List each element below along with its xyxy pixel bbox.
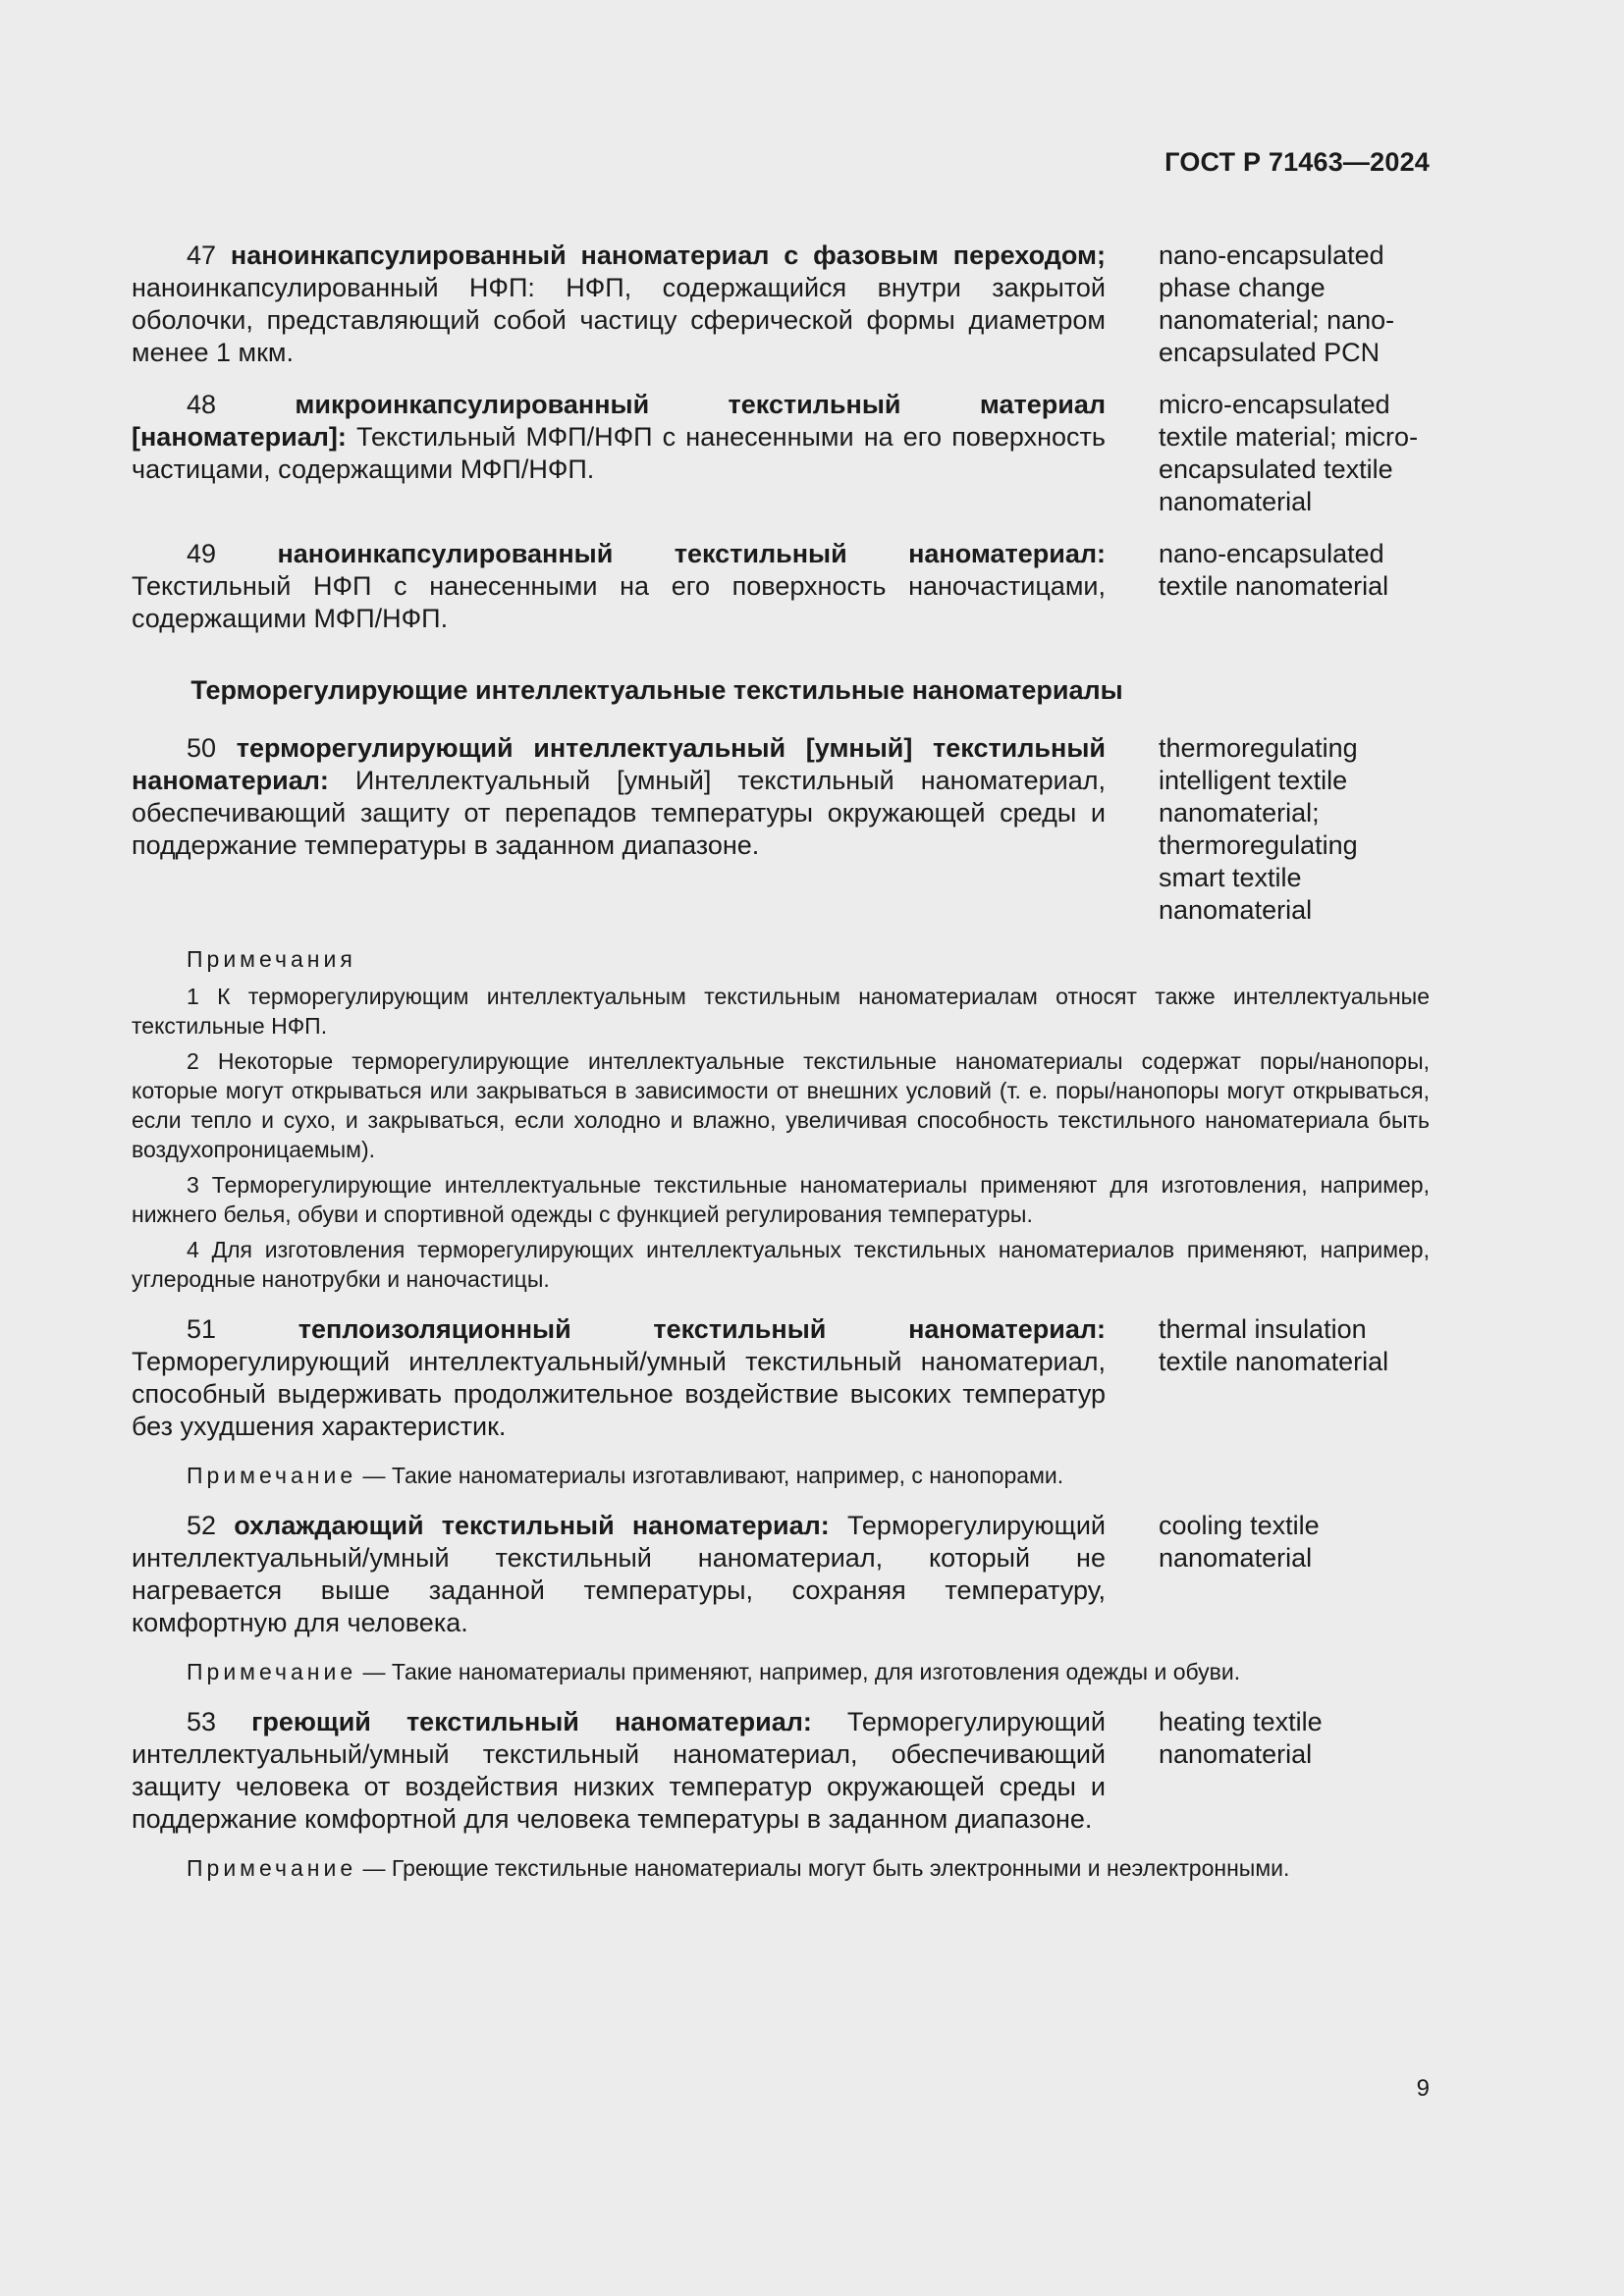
term-name: наноинкапсулированный наноматериал с фазовым переходом;: [230, 240, 1106, 270]
note-dash: —: [356, 1463, 392, 1488]
note-text: Греющие текстильные наноматериалы могут быть электронными и неэлектронными.: [391, 1855, 1290, 1881]
note-label: Примечание: [187, 1659, 357, 1684]
term-51: [132, 1313, 1430, 1443]
term-en: micro-encapsulated textile material; micro-encapsulated textile nanomaterial: [1159, 390, 1419, 516]
note-4: 4 Для изготовления терморегулирующих интеллектуальных текстильных наноматериалов применяют, например, углеродные нанотрубки и наночастицы.: [132, 1237, 1430, 1292]
term-number: 47: [187, 240, 217, 270]
term-en: thermoregulating intelligent textile nanomaterial; thermoregulating smart textile nanomaterial: [1159, 733, 1358, 925]
term-ru: [132, 1313, 1106, 1443]
note-label: Примечание: [187, 1855, 357, 1881]
term-number: 51: [187, 1314, 217, 1344]
term-name: микроинкапсулированный текстильный материал [наноматериал]:: [132, 390, 1106, 452]
note-3: 3 Терморегулирующие интеллектуальные текстильные наноматериалы применяют для изготовления, например, нижнего белья, обуви и спортивной одежды с функцией регулирования температуры.: [132, 1172, 1430, 1227]
term-definition: Интеллектуальный [умный] текстильный наноматериал, обеспечивающий защиту от перепадов температуры окружающей среды и поддержание температуры в заданном диапазоне.: [132, 766, 1106, 860]
term-number: 53: [187, 1707, 217, 1736]
term-name: теплоизоляционный текстильный наноматериал:: [298, 1314, 1106, 1344]
term-number: 52: [187, 1511, 217, 1540]
term-definition: Текстильный НФП с нанесенными на его поверхность наночастицами, содержащими МФП/НФП.: [132, 571, 1106, 633]
term-ru: [132, 240, 1106, 369]
note-2: 2 Некоторые терморегулирующие интеллектуальные текстильные наноматериалы содержат поры/нанопоры, которые могут открываться или закрываться в зависимости от внешних условий (т. е. поры/нанопоры могут открываться, если тепло и сухо, и закрываться, если холодно и влажно, увеличивая способность текстильного наноматериала быть воздухопроницаемым).: [132, 1048, 1430, 1162]
term-52: [132, 1510, 1430, 1639]
section-title: Терморегулирующие интеллектуальные текстильные наноматериалы: [190, 675, 1123, 705]
term-name: греющий текстильный наноматериал:: [251, 1707, 812, 1736]
term-number: 50: [187, 733, 217, 763]
term-ru: [132, 1510, 1106, 1639]
note-text: Такие наноматериалы изготавливают, например, с нанопорами.: [391, 1463, 1064, 1488]
note-53: [132, 1853, 1430, 1883]
term-ru: [132, 538, 1106, 635]
notes-title: Примечания: [187, 946, 356, 972]
term-en: heating textile nanomaterial: [1159, 1707, 1323, 1769]
note-52: [132, 1657, 1430, 1686]
term-definition: Текстильный МФП/НФП с нанесенными на его поверхность частицами, содержащими МФП/НФП.: [132, 422, 1106, 484]
term-ru: [132, 732, 1106, 927]
note-dash: —: [356, 1855, 392, 1881]
term-ru: [132, 1706, 1106, 1836]
term-47: [132, 240, 1430, 369]
document-code: ГОСТ Р 71463—2024: [1164, 147, 1430, 177]
term-50: [132, 732, 1430, 927]
term-definition: наноинкапсулированный НФП: НФП, содержащийся внутри закрытой оболочки, представляющий собой частицу сферической формы диаметром менее 1 мкм.: [132, 273, 1106, 367]
term-53: [132, 1706, 1430, 1836]
term-ru: [132, 389, 1106, 518]
term-definition: Терморегулирующий интеллектуальный/умный текстильный наноматериал, обеспечивающий защиту человека от воздействия низких температур окружающей среды и поддержание комфортной для человека температуры в заданном диапазоне.: [132, 1707, 1106, 1834]
term-definition: Терморегулирующий интеллектуальный/умный текстильный наноматериал, способный выдерживать продолжительное воздействие высоких температур без ухудшения характеристик.: [132, 1347, 1106, 1441]
term-name: терморегулирующий интеллектуальный [умный] текстильный наноматериал:: [132, 733, 1106, 795]
term-48: [132, 389, 1430, 518]
note-dash: —: [356, 1659, 392, 1684]
note-text: Такие наноматериалы применяют, например, для изготовления одежды и обуви.: [391, 1659, 1241, 1684]
term-en: nano-encapsulated textile nanomaterial: [1159, 539, 1389, 601]
term-name: наноинкапсулированный текстильный наноматериал:: [277, 539, 1106, 568]
term-definition: Терморегулирующий интеллектуальный/умный текстильный наноматериал, который не нагревается выше заданной температуры, сохраняя температуру, комфортную для человека.: [132, 1511, 1106, 1637]
term-en: nano-encapsulated phase change nanomaterial; nano-encapsulated PCN: [1159, 240, 1395, 367]
term-49: [132, 538, 1430, 635]
term-name: охлаждающий текстильный наноматериал:: [234, 1511, 830, 1540]
note-51: [132, 1461, 1430, 1490]
note-1: 1 К терморегулирующим интеллектуальным текстильным наноматериалам относят также интеллектуальные текстильные НФП.: [132, 984, 1430, 1039]
note-label: Примечание: [187, 1463, 357, 1488]
term-number: 48: [187, 390, 217, 419]
content: [132, 240, 1430, 1883]
term-number: 49: [187, 539, 217, 568]
term-en: cooling textile nanomaterial: [1159, 1511, 1320, 1573]
page-number: 9: [1416, 2075, 1430, 2102]
term-en: thermal insulation textile nanomaterial: [1159, 1314, 1389, 1376]
